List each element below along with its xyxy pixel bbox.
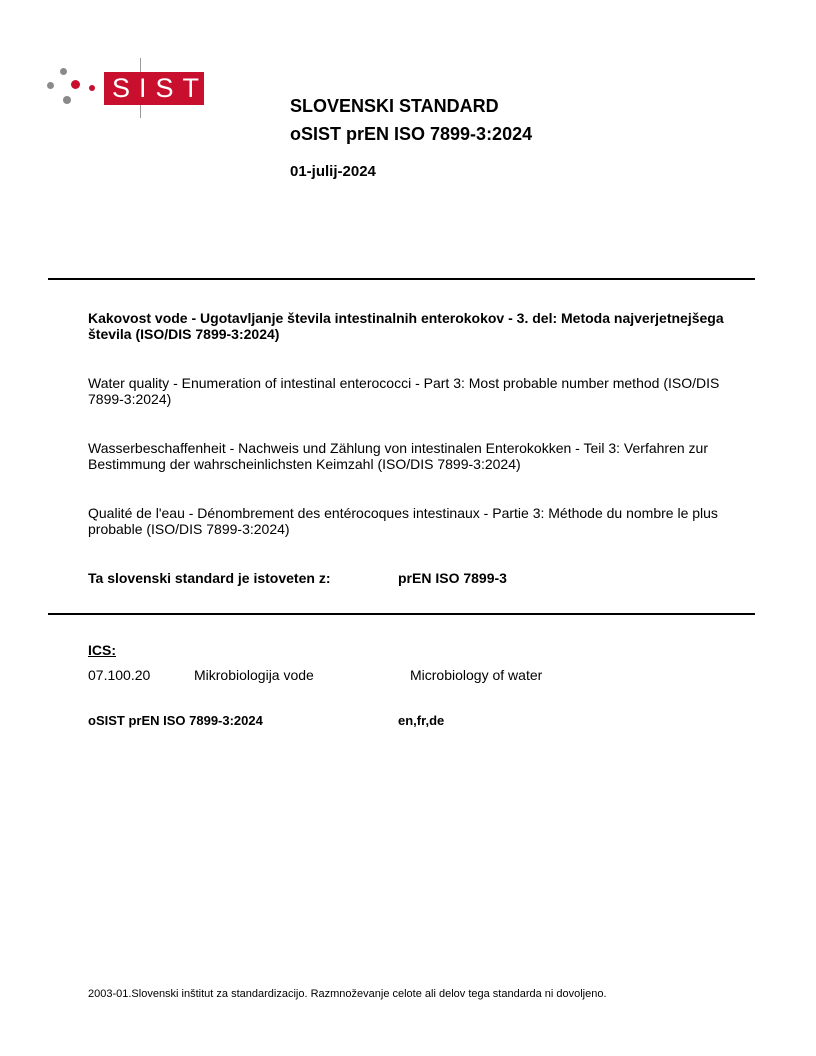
standard-type: SLOVENSKI STANDARD: [290, 96, 499, 116]
standard-code-footer: oSIST prEN ISO 7899-3:2024: [88, 713, 263, 728]
title-french: Qualité de l'eau - Dénombrement des entérocoques intestinaux - Partie 3: Méthode du nombre le plus probable (ISO/DIS 7899-3:2024): [88, 505, 718, 537]
logo-dot-icon: [63, 96, 71, 104]
identical-value: prEN ISO 7899-3: [398, 570, 507, 586]
copyright-footer: 2003-01.Slovenski inštitut za standardizacijo. Razmnoževanje celote ali delov tega standarda ni dovoljeno.: [88, 988, 607, 1000]
standard-languages: en,fr,de: [398, 713, 445, 728]
logo-wordmark: SIST: [104, 72, 204, 105]
logo-dot-icon: [89, 85, 95, 91]
ics-english: Microbiology of water: [410, 667, 543, 683]
logo-dot-icon: [60, 68, 67, 75]
logo-dot-icon: [71, 80, 80, 89]
divider-bottom: [48, 613, 755, 615]
ics-slovenian: Mikrobiologija vode: [194, 667, 314, 683]
divider-top: [48, 278, 755, 280]
logo-dot-icon: [47, 82, 54, 89]
title-german: Wasserbeschaffenheit - Nachweis und Zählung von intestinalen Enterokokken - Teil 3: Verfahren zur Bestimmung der wahrscheinlichsten Keimzahl (ISO/DIS 7899-3:2024): [88, 440, 708, 472]
standard-code: oSIST prEN ISO 7899-3:2024: [290, 124, 533, 144]
ics-code: 07.100.20: [88, 667, 151, 683]
identical-label: Ta slovenski standard je istoveten z:: [88, 570, 331, 586]
ics-heading: ICS:: [88, 642, 116, 658]
title-slovenian: Kakovost vode - Ugotavljanje števila intestinalnih enterokokov - 3. del: Metoda najverjetnejšega števila (ISO/DIS 7899-3:2024): [88, 310, 724, 342]
publication-date: 01-julij-2024: [290, 163, 376, 180]
title-english: Water quality - Enumeration of intestinal enterococci - Part 3: Most probable number method (ISO/DIS 7899-3:2024): [88, 375, 720, 407]
